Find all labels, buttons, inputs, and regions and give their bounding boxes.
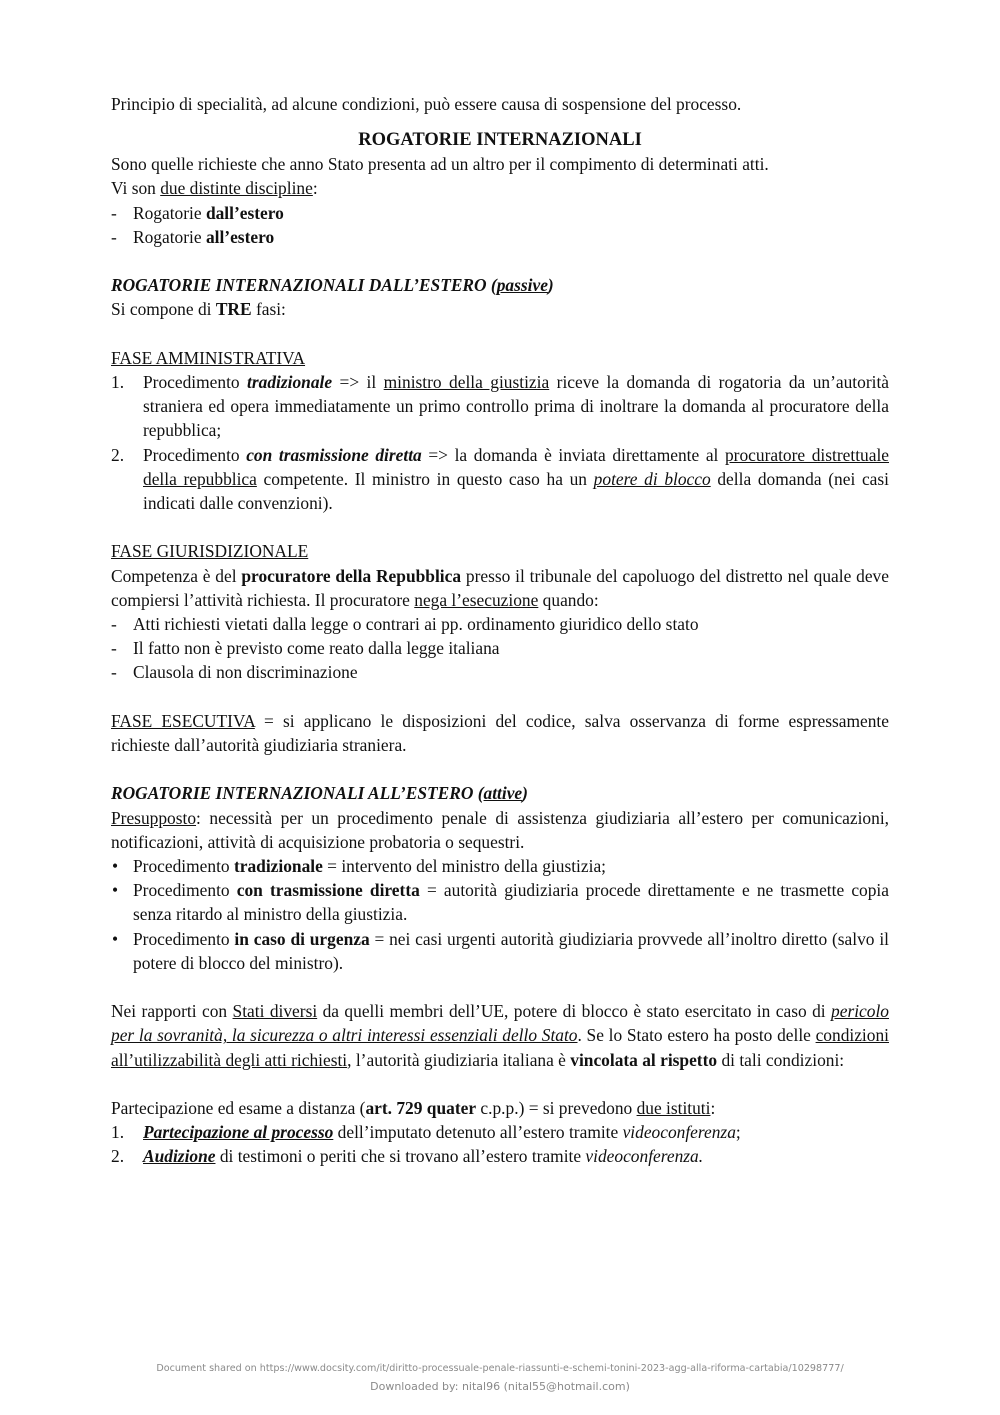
jurisdictional-paragraph: Competenza è del procuratore della Repubblica presso il tribunale del capoluogo del distretto nel quale deve compiersi l’attività richiesta. Il procuratore nega l’esecuzione quando: (111, 565, 889, 610)
list-item: • Procedimento con trasmissione diretta = autorità giudiziaria procede direttamente e ne trasmette copia senza ritardo al ministro della giustizia. (112, 880, 889, 925)
definition-line: Sono quelle richieste che anno Stato presenta ad un altro per il compimento di determinati atti. (111, 154, 769, 175)
bullet-marker: • (112, 928, 119, 949)
phase-administrative-title: FASE AMMINISTRATIVA (111, 347, 306, 368)
disciplines-intro: Vi son due distinte discipline: (111, 178, 318, 199)
disciplines-list (111, 201, 889, 249)
list-item: 2. Audizione di testimoni o periti che si trovano all’estero tramite videoconferenza. (111, 1146, 704, 1167)
list-item: 1. Partecipazione al processo dell’imputato detenuto all’estero tramite videoconferenza; (111, 1122, 741, 1143)
list-item: 2. Procedimento con trasmissione diretta => la domanda è inviata direttamente al procuratore distrettuale della repubblica competente. Il ministro in questo caso ha un potere di blocco della domanda (nei casi indicati dalle convenzioni). (111, 444, 889, 514)
footer-downloaded-by: Downloaded by: nital96 (nital55@hotmail.com) (370, 1380, 630, 1393)
list-item: - Atti richiesti vietati dalla legge o contrari ai pp. ordinamento giuridico dello stato (111, 612, 889, 636)
refusal-list (111, 612, 889, 685)
list-item: - Rogatorie dall’estero (111, 201, 889, 225)
bullet-marker: • (112, 856, 119, 877)
list-item: 1. Procedimento tradizionale => il ministro della giustizia riceve la domanda di rogatoria da un’autorità straniera ed opera immediatamente un primo controllo prima di inoltrare la domanda al procuratore della repubblica; (111, 372, 890, 441)
dash-marker: - (111, 662, 117, 683)
executive-paragraph: FASE ESECUTIVA = si applicano le disposizioni del codice, salva osservanza di forme espressamente richieste dall’autorità giudiziaria straniera. (111, 710, 889, 756)
partecipazione-paragraph: Partecipazione ed esame a distanza (art. 729 quater c.p.p.) = si prevedono due istituti: (111, 1098, 716, 1119)
passive-heading: ROGATORIE INTERNAZIONALI DALL’ESTERO (passive) (111, 275, 554, 296)
rapporti-paragraph: Nei rapporti con Stati diversi da quelli membri dell’UE, potere di blocco è stato esercitato in caso di pericolo per la sovranità, la sicurezza o altri interessi essenziali dello Stato. Se lo Stato estero ha posto delle condizioni all’utilizzabilità degli atti richiesti, l’autorità giudiziaria italiana è vincolata al rispetto di tali condizioni: (111, 1001, 889, 1070)
list-item: - Rogatorie all’estero (111, 225, 889, 249)
dash-marker: - (111, 638, 117, 659)
section-title: ROGATORIE INTERNAZIONALI (358, 130, 642, 151)
procedures-list (111, 854, 889, 975)
list-item: • Procedimento tradizionale = intervento del ministro della giustizia; (111, 854, 889, 878)
administrative-list (111, 370, 889, 515)
document-page (111, 92, 889, 1169)
dash-marker: - (111, 226, 117, 247)
list-item: • Procedimento in caso di urgenza = nei casi urgenti autorità giudiziaria provvede all’inoltro diretto (salvo il potere di blocco del ministro). (112, 928, 889, 973)
dash-marker: - (111, 614, 117, 635)
list-item: - Il fatto non è previsto come reato dalla legge italiana (111, 636, 889, 660)
phase-jurisdictional-title: FASE GIURISDIZIONALE (111, 541, 309, 562)
footer-shared-link: Document shared on https://www.docsity.com/it/diritto-processuale-penale-riassunti-e-schemi-tonini-2023-agg-alla-riforma-cartabia/10298777/ (156, 1363, 844, 1374)
presupposto-paragraph: Presupposto: necessità per un procedimento penale di assistenza giudiziaria all’estero per comunicazioni, notificazioni, attività di acquisizione probatoria o sequestri. (111, 807, 889, 852)
active-heading: ROGATORIE INTERNAZIONALI ALL’ESTERO (attive) (111, 783, 528, 804)
intro-paragraph: Principio di specialità, ad alcune condizioni, può essere causa di sospensione del processo. (111, 94, 742, 114)
phases-intro: Si compone di TRE fasi: (111, 299, 286, 320)
istituti-list (111, 1120, 889, 1168)
bullet-marker: • (112, 880, 119, 901)
list-item: - Clausola di non discriminazione (111, 660, 889, 684)
dash-marker: - (111, 202, 117, 223)
